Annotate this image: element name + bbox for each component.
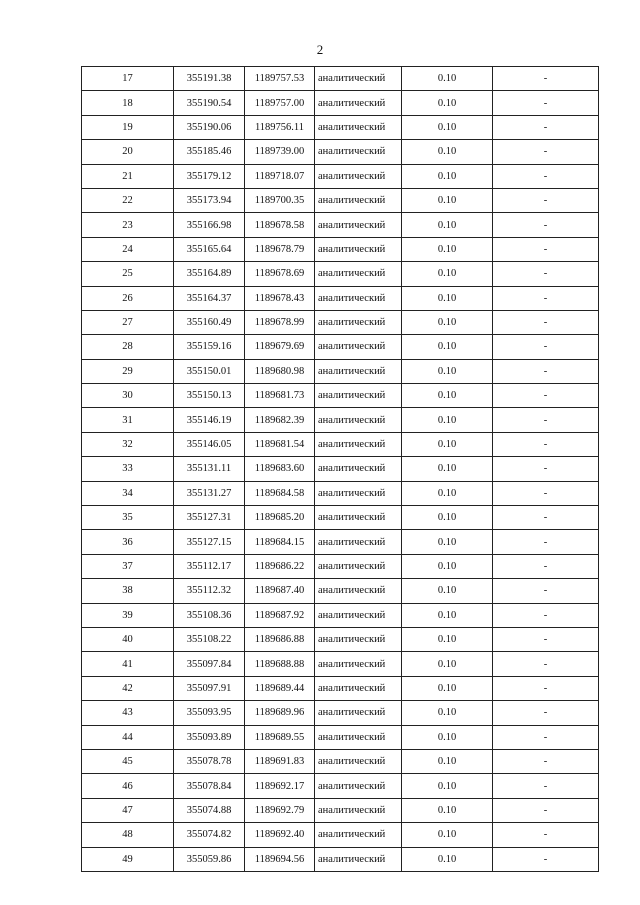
accuracy-cell: 0.10 — [402, 506, 493, 530]
point-number-cell: 40 — [82, 627, 174, 651]
method-cell: аналитический — [315, 554, 402, 578]
y-coordinate-cell: 1189681.54 — [245, 432, 315, 456]
y-coordinate-cell: 1189688.88 — [245, 652, 315, 676]
table-row — [82, 847, 599, 871]
description-cell: - — [493, 652, 599, 676]
table-row — [82, 701, 599, 725]
accuracy-cell: 0.10 — [402, 798, 493, 822]
accuracy-cell: 0.10 — [402, 359, 493, 383]
description-cell: - — [493, 676, 599, 700]
y-coordinate-cell: 1189679.69 — [245, 335, 315, 359]
method-cell: аналитический — [315, 359, 402, 383]
coordinates-table — [81, 66, 599, 872]
table-row — [82, 554, 599, 578]
method-cell: аналитический — [315, 481, 402, 505]
y-coordinate-cell: 1189678.69 — [245, 262, 315, 286]
description-cell: - — [493, 213, 599, 237]
accuracy-cell: 0.10 — [402, 554, 493, 578]
table-row — [82, 530, 599, 554]
description-cell: - — [493, 603, 599, 627]
method-cell: аналитический — [315, 335, 402, 359]
y-coordinate-cell: 1189756.11 — [245, 115, 315, 139]
method-cell: аналитический — [315, 432, 402, 456]
point-number-cell: 31 — [82, 408, 174, 432]
page-number: 2 — [316, 42, 324, 57]
table-row — [82, 603, 599, 627]
accuracy-cell: 0.10 — [402, 67, 493, 91]
point-number-cell: 33 — [82, 457, 174, 481]
accuracy-cell: 0.10 — [402, 603, 493, 627]
table-row — [82, 676, 599, 700]
x-coordinate-cell: 355093.95 — [174, 701, 245, 725]
x-coordinate-cell: 355165.64 — [174, 237, 245, 261]
accuracy-cell: 0.10 — [402, 774, 493, 798]
point-number-cell: 22 — [82, 188, 174, 212]
description-cell: - — [493, 164, 599, 188]
table-row — [82, 749, 599, 773]
point-number-cell: 17 — [82, 67, 174, 91]
x-coordinate-cell: 355146.19 — [174, 408, 245, 432]
point-number-cell: 46 — [82, 774, 174, 798]
x-coordinate-cell: 355097.84 — [174, 652, 245, 676]
method-cell: аналитический — [315, 847, 402, 871]
y-coordinate-cell: 1189678.58 — [245, 213, 315, 237]
description-cell: - — [493, 554, 599, 578]
accuracy-cell: 0.10 — [402, 286, 493, 310]
x-coordinate-cell: 355131.11 — [174, 457, 245, 481]
accuracy-cell: 0.10 — [402, 408, 493, 432]
y-coordinate-cell: 1189700.35 — [245, 188, 315, 212]
description-cell: - — [493, 188, 599, 212]
accuracy-cell: 0.10 — [402, 262, 493, 286]
point-number-cell: 35 — [82, 506, 174, 530]
y-coordinate-cell: 1189691.83 — [245, 749, 315, 773]
description-cell: - — [493, 91, 599, 115]
description-cell: - — [493, 140, 599, 164]
y-coordinate-cell: 1189678.79 — [245, 237, 315, 261]
description-cell: - — [493, 310, 599, 334]
method-cell: аналитический — [315, 384, 402, 408]
y-coordinate-cell: 1189689.96 — [245, 701, 315, 725]
description-cell: - — [493, 530, 599, 554]
accuracy-cell: 0.10 — [402, 140, 493, 164]
table-row — [82, 579, 599, 603]
x-coordinate-cell: 355191.38 — [174, 67, 245, 91]
accuracy-cell: 0.10 — [402, 457, 493, 481]
accuracy-cell: 0.10 — [402, 823, 493, 847]
description-cell: - — [493, 481, 599, 505]
table-row — [82, 432, 599, 456]
description-cell: - — [493, 847, 599, 871]
table-row — [82, 652, 599, 676]
method-cell: аналитический — [315, 286, 402, 310]
method-cell: аналитический — [315, 408, 402, 432]
x-coordinate-cell: 355127.15 — [174, 530, 245, 554]
method-cell: аналитический — [315, 823, 402, 847]
x-coordinate-cell: 355190.06 — [174, 115, 245, 139]
y-coordinate-cell: 1189682.39 — [245, 408, 315, 432]
point-number-cell: 29 — [82, 359, 174, 383]
point-number-cell: 44 — [82, 725, 174, 749]
table-row — [82, 286, 599, 310]
y-coordinate-cell: 1189685.20 — [245, 506, 315, 530]
x-coordinate-cell: 355179.12 — [174, 164, 245, 188]
description-cell: - — [493, 384, 599, 408]
x-coordinate-cell: 355112.17 — [174, 554, 245, 578]
accuracy-cell: 0.10 — [402, 627, 493, 651]
description-cell: - — [493, 67, 599, 91]
method-cell: аналитический — [315, 749, 402, 773]
method-cell: аналитический — [315, 310, 402, 334]
table-row — [82, 384, 599, 408]
y-coordinate-cell: 1189681.73 — [245, 384, 315, 408]
point-number-cell: 32 — [82, 432, 174, 456]
description-cell: - — [493, 627, 599, 651]
method-cell: аналитический — [315, 701, 402, 725]
y-coordinate-cell: 1189684.15 — [245, 530, 315, 554]
coordinates-table-body — [82, 67, 599, 872]
table-row — [82, 506, 599, 530]
table-row — [82, 457, 599, 481]
accuracy-cell: 0.10 — [402, 725, 493, 749]
description-cell: - — [493, 579, 599, 603]
table-row — [82, 335, 599, 359]
table-row — [82, 481, 599, 505]
table-row — [82, 115, 599, 139]
y-coordinate-cell: 1189718.07 — [245, 164, 315, 188]
x-coordinate-cell: 355078.78 — [174, 749, 245, 773]
x-coordinate-cell: 355112.32 — [174, 579, 245, 603]
method-cell: аналитический — [315, 579, 402, 603]
table-row — [82, 188, 599, 212]
x-coordinate-cell: 355185.46 — [174, 140, 245, 164]
table-row — [82, 237, 599, 261]
description-cell: - — [493, 457, 599, 481]
point-number-cell: 19 — [82, 115, 174, 139]
y-coordinate-cell: 1189687.92 — [245, 603, 315, 627]
x-coordinate-cell: 355150.01 — [174, 359, 245, 383]
y-coordinate-cell: 1189678.99 — [245, 310, 315, 334]
accuracy-cell: 0.10 — [402, 115, 493, 139]
method-cell: аналитический — [315, 91, 402, 115]
accuracy-cell: 0.10 — [402, 188, 493, 212]
y-coordinate-cell: 1189683.60 — [245, 457, 315, 481]
point-number-cell: 21 — [82, 164, 174, 188]
y-coordinate-cell: 1189687.40 — [245, 579, 315, 603]
y-coordinate-cell: 1189678.43 — [245, 286, 315, 310]
y-coordinate-cell: 1189694.56 — [245, 847, 315, 871]
point-number-cell: 24 — [82, 237, 174, 261]
method-cell: аналитический — [315, 774, 402, 798]
y-coordinate-cell: 1189692.79 — [245, 798, 315, 822]
y-coordinate-cell: 1189684.58 — [245, 481, 315, 505]
x-coordinate-cell: 355164.37 — [174, 286, 245, 310]
table-row — [82, 262, 599, 286]
description-cell: - — [493, 237, 599, 261]
accuracy-cell: 0.10 — [402, 481, 493, 505]
accuracy-cell: 0.10 — [402, 237, 493, 261]
method-cell: аналитический — [315, 603, 402, 627]
y-coordinate-cell: 1189689.55 — [245, 725, 315, 749]
description-cell: - — [493, 774, 599, 798]
method-cell: аналитический — [315, 213, 402, 237]
method-cell: аналитический — [315, 676, 402, 700]
table-row — [82, 725, 599, 749]
method-cell: аналитический — [315, 506, 402, 530]
description-cell: - — [493, 335, 599, 359]
accuracy-cell: 0.10 — [402, 530, 493, 554]
x-coordinate-cell: 355159.16 — [174, 335, 245, 359]
table-row — [82, 359, 599, 383]
table-row — [82, 627, 599, 651]
table-row — [82, 67, 599, 91]
x-coordinate-cell: 355150.13 — [174, 384, 245, 408]
y-coordinate-cell: 1189757.53 — [245, 67, 315, 91]
point-number-cell: 28 — [82, 335, 174, 359]
method-cell: аналитический — [315, 262, 402, 286]
point-number-cell: 45 — [82, 749, 174, 773]
x-coordinate-cell: 355164.89 — [174, 262, 245, 286]
x-coordinate-cell: 355127.31 — [174, 506, 245, 530]
accuracy-cell: 0.10 — [402, 91, 493, 115]
point-number-cell: 27 — [82, 310, 174, 334]
point-number-cell: 30 — [82, 384, 174, 408]
method-cell: аналитический — [315, 140, 402, 164]
accuracy-cell: 0.10 — [402, 676, 493, 700]
table-row — [82, 213, 599, 237]
x-coordinate-cell: 355074.82 — [174, 823, 245, 847]
x-coordinate-cell: 355097.91 — [174, 676, 245, 700]
x-coordinate-cell: 355146.05 — [174, 432, 245, 456]
point-number-cell: 39 — [82, 603, 174, 627]
x-coordinate-cell: 355160.49 — [174, 310, 245, 334]
y-coordinate-cell: 1189686.88 — [245, 627, 315, 651]
table-row — [82, 774, 599, 798]
point-number-cell: 18 — [82, 91, 174, 115]
y-coordinate-cell: 1189692.17 — [245, 774, 315, 798]
table-row — [82, 140, 599, 164]
y-coordinate-cell: 1189680.98 — [245, 359, 315, 383]
y-coordinate-cell: 1189689.44 — [245, 676, 315, 700]
description-cell: - — [493, 506, 599, 530]
table-row — [82, 798, 599, 822]
accuracy-cell: 0.10 — [402, 847, 493, 871]
method-cell: аналитический — [315, 237, 402, 261]
accuracy-cell: 0.10 — [402, 701, 493, 725]
point-number-cell: 38 — [82, 579, 174, 603]
accuracy-cell: 0.10 — [402, 652, 493, 676]
accuracy-cell: 0.10 — [402, 310, 493, 334]
method-cell: аналитический — [315, 725, 402, 749]
table-row — [82, 310, 599, 334]
y-coordinate-cell: 1189686.22 — [245, 554, 315, 578]
method-cell: аналитический — [315, 188, 402, 212]
x-coordinate-cell: 355108.22 — [174, 627, 245, 651]
method-cell: аналитический — [315, 115, 402, 139]
x-coordinate-cell: 355074.88 — [174, 798, 245, 822]
description-cell: - — [493, 286, 599, 310]
point-number-cell: 37 — [82, 554, 174, 578]
method-cell: аналитический — [315, 457, 402, 481]
point-number-cell: 26 — [82, 286, 174, 310]
x-coordinate-cell: 355166.98 — [174, 213, 245, 237]
point-number-cell: 23 — [82, 213, 174, 237]
table-row — [82, 408, 599, 432]
method-cell: аналитический — [315, 67, 402, 91]
description-cell: - — [493, 359, 599, 383]
x-coordinate-cell: 355078.84 — [174, 774, 245, 798]
accuracy-cell: 0.10 — [402, 213, 493, 237]
point-number-cell: 25 — [82, 262, 174, 286]
accuracy-cell: 0.10 — [402, 164, 493, 188]
x-coordinate-cell: 355093.89 — [174, 725, 245, 749]
accuracy-cell: 0.10 — [402, 432, 493, 456]
description-cell: - — [493, 262, 599, 286]
description-cell: - — [493, 432, 599, 456]
accuracy-cell: 0.10 — [402, 749, 493, 773]
accuracy-cell: 0.10 — [402, 579, 493, 603]
y-coordinate-cell: 1189739.00 — [245, 140, 315, 164]
description-cell: - — [493, 725, 599, 749]
table-row — [82, 823, 599, 847]
accuracy-cell: 0.10 — [402, 335, 493, 359]
method-cell: аналитический — [315, 530, 402, 554]
point-number-cell: 47 — [82, 798, 174, 822]
description-cell: - — [493, 749, 599, 773]
x-coordinate-cell: 355190.54 — [174, 91, 245, 115]
x-coordinate-cell: 355173.94 — [174, 188, 245, 212]
point-number-cell: 41 — [82, 652, 174, 676]
y-coordinate-cell: 1189757.00 — [245, 91, 315, 115]
point-number-cell: 48 — [82, 823, 174, 847]
method-cell: аналитический — [315, 652, 402, 676]
point-number-cell: 43 — [82, 701, 174, 725]
description-cell: - — [493, 823, 599, 847]
point-number-cell: 20 — [82, 140, 174, 164]
x-coordinate-cell: 355059.86 — [174, 847, 245, 871]
method-cell: аналитический — [315, 164, 402, 188]
description-cell: - — [493, 408, 599, 432]
point-number-cell: 49 — [82, 847, 174, 871]
point-number-cell: 36 — [82, 530, 174, 554]
method-cell: аналитический — [315, 627, 402, 651]
y-coordinate-cell: 1189692.40 — [245, 823, 315, 847]
method-cell: аналитический — [315, 798, 402, 822]
description-cell: - — [493, 798, 599, 822]
table-row — [82, 164, 599, 188]
accuracy-cell: 0.10 — [402, 384, 493, 408]
x-coordinate-cell: 355108.36 — [174, 603, 245, 627]
description-cell: - — [493, 115, 599, 139]
point-number-cell: 34 — [82, 481, 174, 505]
table-row — [82, 91, 599, 115]
description-cell: - — [493, 701, 599, 725]
point-number-cell: 42 — [82, 676, 174, 700]
x-coordinate-cell: 355131.27 — [174, 481, 245, 505]
